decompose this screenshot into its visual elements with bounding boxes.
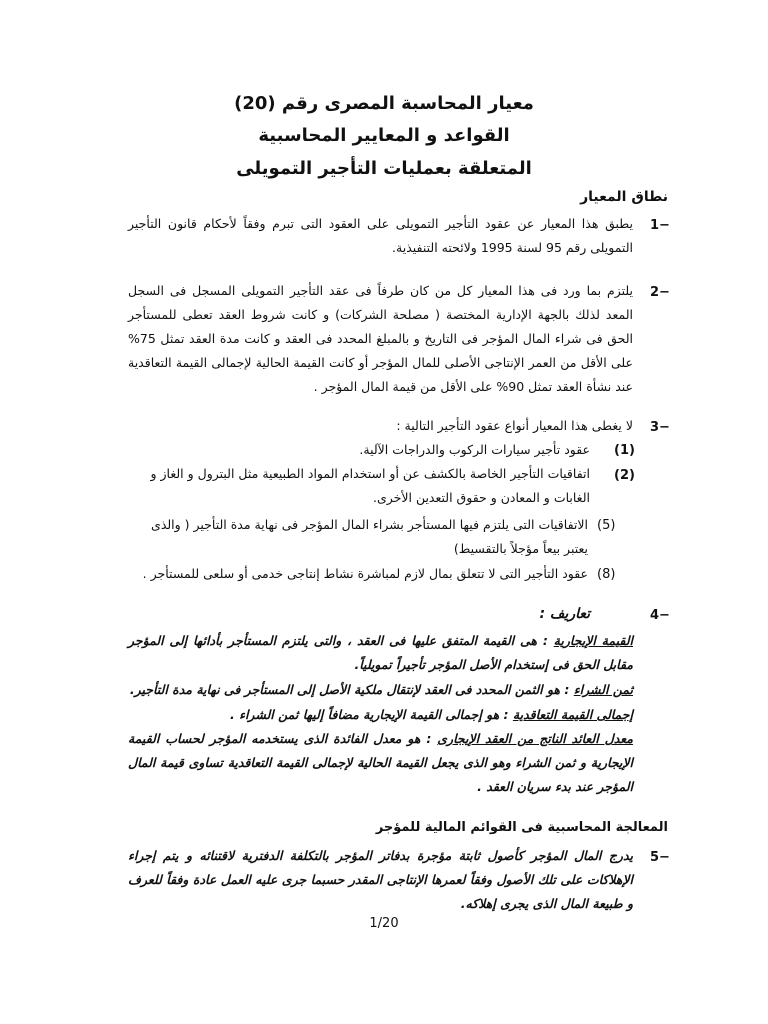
para-3-text: لا يغطى هذا المعيار أنواع عقود التأجير التالية : <box>396 418 633 433</box>
lessor-accounting-heading: المعالجة المحاسبية فى القوائم المالية للمؤجر <box>375 820 668 835</box>
sub-item-8-number: (8) <box>597 567 616 582</box>
sub-item-5-number: (5) <box>597 518 616 533</box>
title-line-3: المتعلقة بعمليات التأجير التمويلى <box>236 158 532 179</box>
sub-item-1-text: عقود تأجير سيارات الركوب والدراجات الآلية. <box>359 442 590 457</box>
para-3-number: 3− <box>650 420 670 435</box>
definition-term: القيمة الإيجارية <box>553 633 633 648</box>
scope-heading: نطاق المعيار <box>580 189 668 205</box>
para-2-number: 2− <box>650 285 670 300</box>
para-2-text: يلتزم بما ورد فى هذا المعيار كل من كان طرفاً فى عقد التأجير التمويلى المسجل فى السجل المعد لذلك بالجهة الإدارية المختصة ( مصلحة الشركات) و كانت شروط العقد تعطى للمستأجر الحق فى شراء المال المؤجر فى التاريخ و بالمبلغ المحدد فى العقد و كانت مدة العقد تمثل 75% على الأقل من العمر الإنتاجى الأصلى للمال المؤجر أو كانت القيمة الحالية لإجمالى القيمة التعاقدية عند نشأة العقد تمثل 90% على الأقل من قيمة المال المؤجر . <box>128 283 633 394</box>
definition-body: : هى القيمة المتفق عليها فى العقد ، والتى يلتزم المستأجر بأدائها إلى المؤجر مقابل الحق فى إستخدام الأصل المؤجر تأجيراً تمويلياً. <box>128 633 633 672</box>
title-line-2: القواعد و المعايير المحاسبية <box>258 125 510 146</box>
definition-term: إجمالى القيمة التعاقدية <box>512 707 633 722</box>
para-4-number: 4− <box>650 608 670 623</box>
definition-body: : هو إجمالى القيمة الإيجارية مضافاً إليها ثمن الشراء . <box>229 707 513 722</box>
definitions-heading: تعاريف : <box>539 606 590 622</box>
para-5-text: يدرج المال المؤجر كأصول ثابتة مؤجرة بدفاتر المؤجر بالتكلفة الدفترية لاقتنائه و يتم إجراء الإهلاكات على تلك الأصول وفقاً لعمرها الإنتاجى المقدر حسبما جرى عليه العمل عادة وفقاً للعرف و طبيعة المال الذى يجرى إهلاكه. <box>128 848 633 911</box>
definition-term: ثمن الشراء <box>573 682 633 697</box>
sub-item-2-number: (2) <box>614 468 635 483</box>
definition-body: : هو الثمن المحدد فى العقد لإنتقال ملكية الأصل إلى المستأجر فى نهاية مدة التأجير. <box>129 682 574 697</box>
para-1-number: 1− <box>650 218 670 233</box>
sub-item-5-text: الاتفاقيات التى يلتزم فيها المستأجر بشراء المال المؤجر فى نهاية مدة التأجير ( والذى يعتبر بيعاً مؤجلاً بالتقسيط) <box>151 517 588 556</box>
title-line-1: معيار المحاسبة المصرى رقم (20) <box>234 93 534 114</box>
definition-total-contract-value <box>128 703 633 727</box>
definition-purchase-price <box>128 678 633 702</box>
definition-return-rate <box>128 727 633 799</box>
para-1-text: يطبق هذا المعيار عن عقود التأجير التمويلى على العقود التى تبرم وفقاً لأحكام قانون التأجير التمويلى رقم 95 لسنة 1995 ولائحته التنفيذية. <box>128 216 633 255</box>
para-5-number: 5− <box>650 850 670 865</box>
sub-item-2-text: اتفاقيات التأجير الخاصة بالكشف عن أو استخدام المواد الطبيعية مثل البترول و الغاز و الغابات و المعادن و حقوق التعدين الأخرى. <box>150 466 590 505</box>
page-number: 1/20 <box>369 916 399 931</box>
definition-body: : هو معدل الفائدة الذى يستخدمه المؤجر لحساب القيمة الإيجارية و ثمن الشراء وهو الذى يجعل القيمة الحالية لإجمالى القيمة التعاقدية تساوى قيمة المال المؤجر عند بدء سريان العقد . <box>128 731 633 794</box>
definition-lease-value <box>128 629 633 677</box>
definition-term: معدل العائد الناتج من العقد الإيجارى <box>437 731 633 746</box>
sub-item-1-number: (1) <box>614 443 635 458</box>
sub-item-8-text: عقود التأجير التى لا تتعلق بمال لازم لمباشرة نشاط إنتاجى خدمى أو سلعى للمستأجر . <box>142 566 588 581</box>
